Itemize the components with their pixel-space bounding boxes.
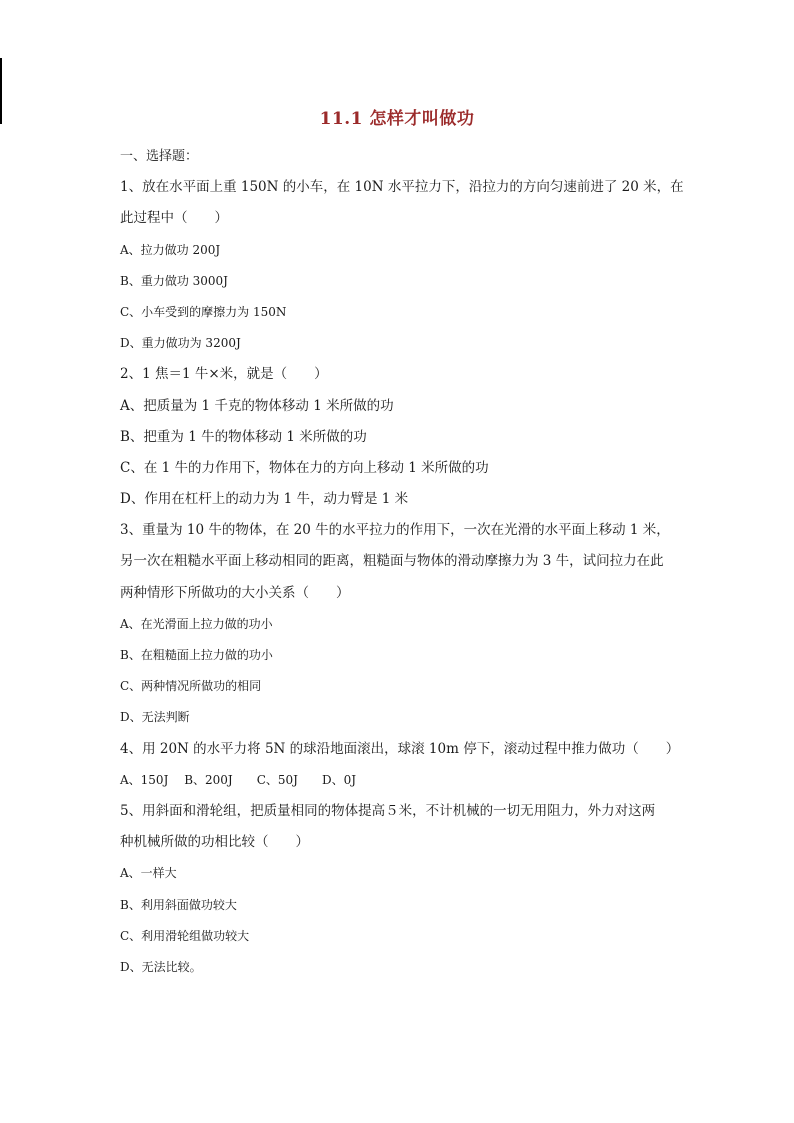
option-d: D、无法比较。	[120, 959, 202, 974]
option-a: A、把质量为 1 千克的物体移动 1 米所做的功	[120, 397, 394, 414]
option-a: A、拉力做功 200J	[120, 242, 221, 257]
question-text-line: 1、放在水平面上重 150N 的小车，在 10N 水平拉力下，沿拉力的方向匀速前进了 20 米，在	[120, 179, 684, 196]
question-text-line: 种机械所做的功相比较（ ）	[120, 834, 309, 851]
question-4	[120, 734, 680, 796]
question-2	[120, 359, 680, 515]
question-1	[120, 172, 684, 359]
option-c: C、利用滑轮组做功较大	[120, 928, 250, 943]
option-b: B、把重为 1 牛的物体移动 1 米所做的功	[120, 428, 367, 445]
question-text-line: 两种情形下所做功的大小关系（ ）	[120, 584, 350, 601]
question-text-line: 3、重量为 10 牛的物体，在 20 牛的水平拉力的作用下，一次在光滑的水平面上移动 1 米，	[120, 522, 670, 539]
option-d: D、无法判断	[120, 710, 190, 725]
option-a: A、在光滑面上拉力做的功小	[120, 616, 273, 631]
option-c: C、在 1 牛的力作用下，物体在力的方向上移动 1 米所做的功	[120, 459, 489, 476]
option-b: B、在粗糙面上拉力做的功小	[120, 648, 273, 662]
options-row: A、150J B、200J C、50J D、0J	[120, 772, 357, 787]
question-text-line: 2、1 焦＝1 牛×米，就是（ ）	[120, 366, 328, 383]
section-heading: 一、选择题：	[120, 149, 199, 164]
question-text-line: 5、用斜面和滑轮组，把质量相同的物体提高５米，不计机械的一切无用阻力，外力对这两	[120, 802, 656, 819]
option-c: C、小车受到的摩擦力为 150N	[120, 304, 287, 319]
question-5	[120, 796, 680, 983]
question-text-line: 此过程中（ ）	[120, 210, 228, 227]
question-text-line: 另一次在粗糙水平面上移动相同的距离，粗糙面与物体的滑动摩擦力为 3 牛，试问拉力在此	[120, 553, 664, 570]
option-c: C、两种情况所做功的相同	[120, 679, 262, 694]
document-body	[120, 141, 684, 983]
option-d: D、作用在杠杆上的动力为 1 牛，动力臂是 1 米	[120, 491, 409, 508]
option-a: A、一样大	[120, 866, 177, 881]
option-b: B、利用斜面做功较大	[120, 897, 237, 912]
question-3	[120, 515, 680, 733]
option-d: D、重力做功为 3200J	[120, 336, 241, 351]
option-b: B、重力做功 3000J	[120, 273, 228, 288]
page-title: 11.1 怎样才叫做功	[319, 109, 475, 129]
question-text-line: 4、用 20N 的水平力将 5N 的球沿地面滚出，球滚 10m 停下，滚动过程中推力做功（ ）	[120, 740, 680, 757]
